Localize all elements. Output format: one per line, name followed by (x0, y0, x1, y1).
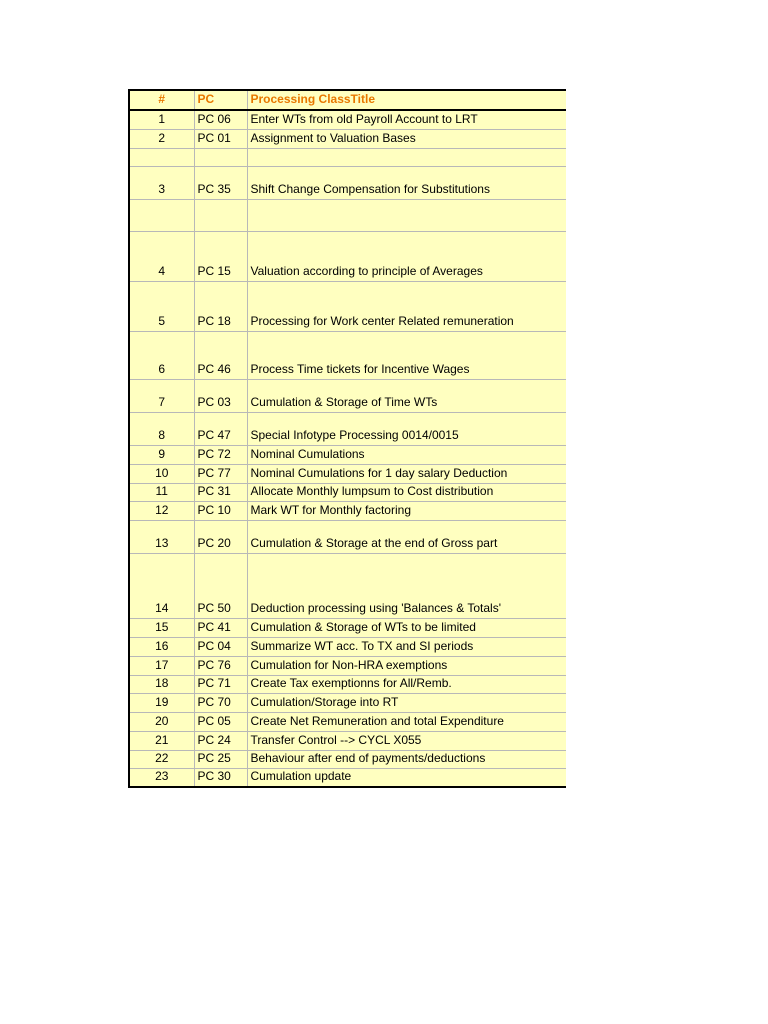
row-title: Assignment to Valuation Bases (247, 129, 566, 148)
table-row (129, 501, 566, 520)
row-num (129, 199, 194, 231)
row-pc: PC 50 (194, 553, 247, 618)
row-pc (194, 148, 247, 166)
row-num: 11 (129, 483, 194, 501)
table-row (129, 331, 566, 379)
row-title: Behaviour after end of payments/deductions (247, 750, 566, 768)
row-pc: PC 25 (194, 750, 247, 768)
table-row (129, 166, 566, 199)
processing-class-table (128, 89, 566, 788)
table-row (129, 618, 566, 637)
row-title: Cumulation/Storage into RT (247, 693, 566, 712)
row-title: Allocate Monthly lumpsum to Cost distribution (247, 483, 566, 501)
row-title: Create Net Remuneration and total Expenditure (247, 712, 566, 731)
row-pc: PC 01 (194, 129, 247, 148)
table-row (129, 129, 566, 148)
row-num: 21 (129, 731, 194, 750)
row-pc: PC 05 (194, 712, 247, 731)
table-row (129, 199, 566, 231)
row-title: Cumulation update (247, 768, 566, 787)
row-num: 10 (129, 464, 194, 483)
row-title (247, 199, 566, 231)
table-row (129, 231, 566, 281)
header-row (129, 90, 566, 110)
table-row (129, 445, 566, 464)
row-pc: PC 30 (194, 768, 247, 787)
row-num: 1 (129, 110, 194, 129)
row-pc: PC 46 (194, 331, 247, 379)
row-title: Valuation according to principle of Averages (247, 231, 566, 281)
row-num: 3 (129, 166, 194, 199)
row-title: Process Time tickets for Incentive Wages (247, 331, 566, 379)
row-title: Shift Change Compensation for Substitutions (247, 166, 566, 199)
row-num: 13 (129, 520, 194, 553)
row-num: 18 (129, 675, 194, 693)
row-num: 12 (129, 501, 194, 520)
header-title: Processing ClassTitle (247, 90, 566, 110)
row-pc: PC 77 (194, 464, 247, 483)
table-row (129, 464, 566, 483)
row-num: 2 (129, 129, 194, 148)
table-row (129, 379, 566, 412)
row-pc: PC 31 (194, 483, 247, 501)
row-title: Nominal Cumulations for 1 day salary Deduction (247, 464, 566, 483)
row-num: 4 (129, 231, 194, 281)
row-pc: PC 04 (194, 637, 247, 656)
row-num: 17 (129, 656, 194, 675)
table-row (129, 693, 566, 712)
table-body (129, 90, 566, 787)
table-row (129, 553, 566, 618)
row-num: 5 (129, 281, 194, 331)
row-pc: PC 35 (194, 166, 247, 199)
row-num: 22 (129, 750, 194, 768)
row-num (129, 148, 194, 166)
row-title: Processing for Work center Related remuneration (247, 281, 566, 331)
row-pc: PC 47 (194, 412, 247, 445)
row-title: Cumulation for Non-HRA exemptions (247, 656, 566, 675)
row-pc: PC 03 (194, 379, 247, 412)
row-pc: PC 24 (194, 731, 247, 750)
row-pc: PC 15 (194, 231, 247, 281)
row-pc: PC 10 (194, 501, 247, 520)
row-pc: PC 18 (194, 281, 247, 331)
row-pc: PC 71 (194, 675, 247, 693)
row-pc: PC 72 (194, 445, 247, 464)
row-title: Special Infotype Processing 0014/0015 (247, 412, 566, 445)
row-title: Nominal Cumulations (247, 445, 566, 464)
row-pc: PC 70 (194, 693, 247, 712)
table-row (129, 712, 566, 731)
row-num: 20 (129, 712, 194, 731)
row-pc: PC 76 (194, 656, 247, 675)
row-title: Cumulation & Storage of Time WTs (247, 379, 566, 412)
row-title: Transfer Control --> CYCL X055 (247, 731, 566, 750)
header-pc: PC (194, 90, 247, 110)
row-title: Cumulation & Storage at the end of Gross part (247, 520, 566, 553)
row-num: 16 (129, 637, 194, 656)
table-row (129, 656, 566, 675)
table-row (129, 637, 566, 656)
row-title: Summarize WT acc. To TX and SI periods (247, 637, 566, 656)
row-num: 6 (129, 331, 194, 379)
row-title: Mark WT for Monthly factoring (247, 501, 566, 520)
table-row (129, 148, 566, 166)
table-row (129, 412, 566, 445)
table-row (129, 110, 566, 129)
row-title (247, 148, 566, 166)
header-num: # (129, 90, 194, 110)
row-num: 8 (129, 412, 194, 445)
row-num: 15 (129, 618, 194, 637)
row-pc: PC 06 (194, 110, 247, 129)
table-row (129, 768, 566, 787)
row-num: 14 (129, 553, 194, 618)
row-pc: PC 41 (194, 618, 247, 637)
row-num: 7 (129, 379, 194, 412)
row-num: 9 (129, 445, 194, 464)
row-pc: PC 20 (194, 520, 247, 553)
row-pc (194, 199, 247, 231)
row-title: Enter WTs from old Payroll Account to LRT (247, 110, 566, 129)
row-num: 19 (129, 693, 194, 712)
table-row (129, 731, 566, 750)
table-row (129, 520, 566, 553)
row-title: Deduction processing using 'Balances & Totals' (247, 553, 566, 618)
table-row (129, 483, 566, 501)
table-row (129, 281, 566, 331)
table-row (129, 750, 566, 768)
row-title: Cumulation & Storage of WTs to be limited (247, 618, 566, 637)
row-num: 23 (129, 768, 194, 787)
row-title: Create Tax exemptionns for All/Remb. (247, 675, 566, 693)
table-row (129, 675, 566, 693)
